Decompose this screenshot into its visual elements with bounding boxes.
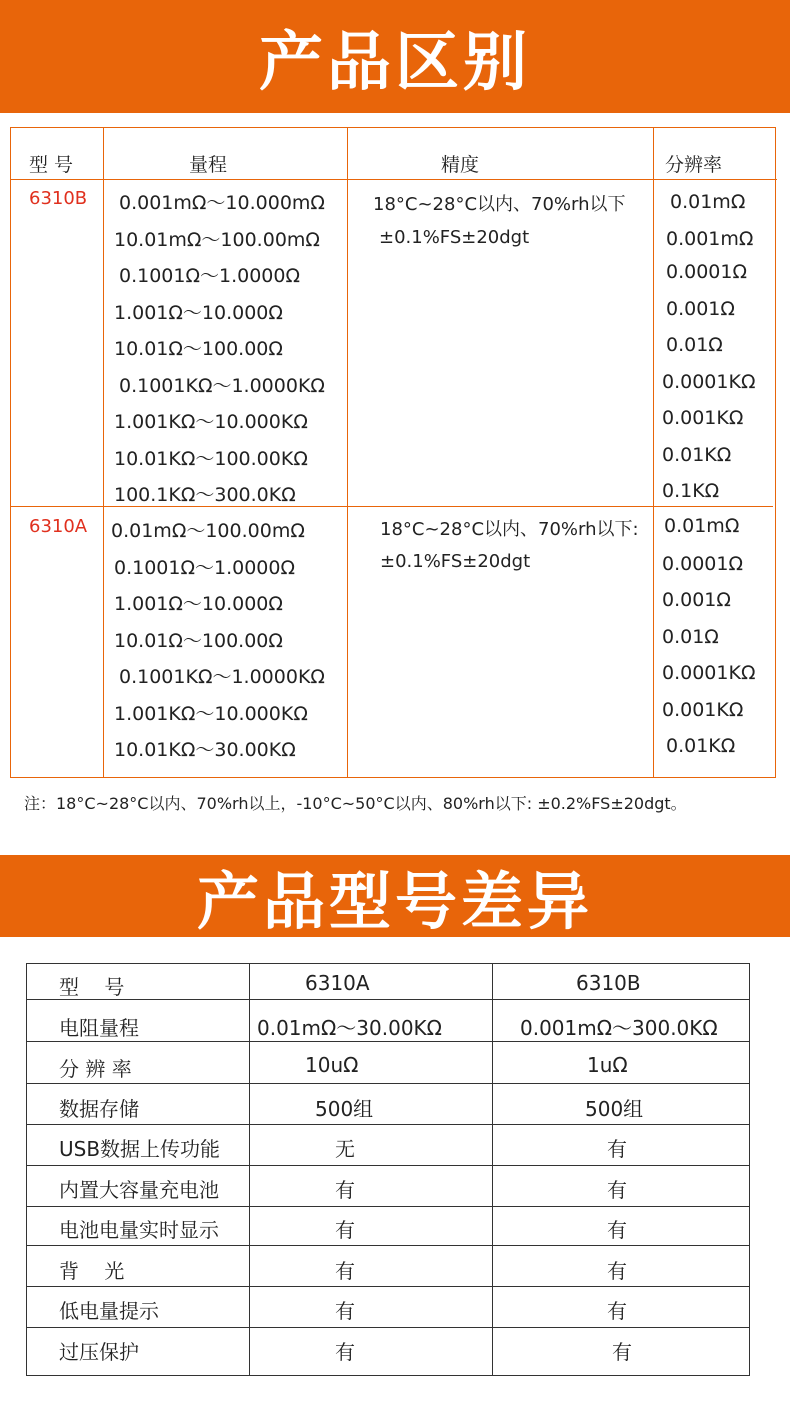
range-value: 10.01KΩ～30.00KΩ — [114, 739, 296, 761]
range-value: 0.1001Ω～1.0000Ω — [119, 265, 301, 287]
cell-6310b: 1uΩ — [587, 1053, 628, 1077]
row-label: 电池电量实时显示 — [59, 1218, 219, 1242]
range-value: 0.1001KΩ～1.0000KΩ — [119, 375, 325, 397]
resolution-value: 0.01KΩ — [662, 444, 732, 466]
accuracy-line: ±0.1%FS±20dgt — [380, 551, 531, 572]
header-resolution: 分辨率 — [665, 154, 723, 176]
row-divider — [27, 1327, 749, 1328]
resolution-value: 0.01mΩ — [664, 515, 740, 537]
cell-6310a: 500组 — [315, 1097, 374, 1121]
column-divider — [249, 964, 250, 1375]
row-label: 数据存储 — [59, 1097, 139, 1121]
range-value: 10.01Ω～100.00Ω — [114, 630, 283, 652]
row-label: 低电量提示 — [59, 1299, 159, 1323]
model-label: 6310A — [29, 516, 88, 537]
resolution-value: 0.01KΩ — [666, 735, 736, 757]
column-divider — [103, 128, 104, 777]
cell-6310a: 有 — [335, 1340, 355, 1364]
model-comparison-table — [26, 963, 750, 1376]
column-divider — [347, 128, 348, 777]
row-divider — [27, 999, 749, 1000]
resolution-value: 0.0001KΩ — [662, 371, 756, 393]
range-spec-table — [10, 127, 776, 778]
resolution-value: 0.001KΩ — [662, 407, 744, 429]
resolution-value: 0.01Ω — [662, 626, 719, 648]
row-label: 背 光 — [59, 1259, 125, 1283]
row-divider — [27, 1245, 749, 1246]
cell-6310b: 有 — [607, 1299, 627, 1323]
row-label: USB数据上传功能 — [59, 1137, 221, 1161]
range-value: 1.001KΩ～10.000KΩ — [114, 411, 308, 433]
resolution-value: 0.001Ω — [666, 298, 735, 320]
range-value: 1.001Ω～10.000Ω — [114, 302, 283, 324]
range-value: 0.001mΩ～10.000mΩ — [119, 192, 325, 214]
cell-6310b: 有 — [607, 1178, 627, 1202]
resolution-value: 0.001Ω — [662, 589, 731, 611]
cell-6310a: 有 — [335, 1259, 355, 1283]
resolution-value: 0.0001Ω — [662, 553, 744, 575]
header-model: 型 号 — [29, 154, 74, 176]
row-label: 内置大容量充电池 — [59, 1178, 219, 1202]
cell-6310b: 有 — [607, 1137, 627, 1161]
footnote: 注：18°C~28°C以内、70%rh以上，-10°C~50°C以内、80%rh以下: ±0.2%FS±20dgt。 — [24, 794, 687, 813]
header-divider — [11, 179, 777, 180]
resolution-value: 0.001mΩ — [666, 228, 754, 250]
header-accuracy: 精度 — [441, 154, 480, 176]
cell-6310a: 有 — [335, 1299, 355, 1323]
range-value: 100.1KΩ～300.0KΩ — [114, 484, 296, 506]
row-label: 型 号 — [59, 975, 125, 999]
range-value: 1.001KΩ～10.000KΩ — [114, 703, 308, 725]
cell-6310a: 无 — [335, 1137, 355, 1161]
cell-6310b: 有 — [607, 1259, 627, 1283]
resolution-value: 0.01Ω — [666, 334, 723, 356]
cell-6310b: 有 — [607, 1218, 627, 1242]
row-label: 过压保护 — [59, 1340, 139, 1364]
cell-6310a: 有 — [335, 1178, 355, 1202]
cell-6310a: 10uΩ — [305, 1053, 359, 1077]
range-value: 0.01mΩ～100.00mΩ — [111, 520, 305, 542]
cell-6310b: 有 — [612, 1340, 632, 1364]
range-value: 1.001Ω～10.000Ω — [114, 593, 283, 615]
column-divider — [492, 964, 493, 1375]
cell-6310b: 0.001mΩ～300.0KΩ — [520, 1016, 718, 1040]
row-divider — [27, 1286, 749, 1287]
range-value: 10.01KΩ～100.00KΩ — [114, 448, 308, 470]
cell-6310a: 有 — [335, 1218, 355, 1242]
range-value: 0.1001KΩ～1.0000KΩ — [119, 666, 325, 688]
header-range: 量程 — [189, 154, 228, 176]
column-divider — [653, 128, 654, 777]
range-value: 10.01mΩ～100.00mΩ — [114, 229, 320, 251]
accuracy-line: 18°C~28°C以内、70%rh以下 — [373, 194, 626, 215]
cell-6310b: 6310B — [576, 971, 641, 995]
resolution-value: 0.001KΩ — [662, 699, 744, 721]
row-divider — [27, 1165, 749, 1166]
resolution-value: 0.0001Ω — [666, 261, 748, 283]
row-divider — [27, 1124, 749, 1125]
resolution-value: 0.01mΩ — [670, 191, 746, 213]
range-value: 10.01Ω～100.00Ω — [114, 338, 283, 360]
accuracy-line: ±0.1%FS±20dgt — [379, 227, 530, 248]
section-banner-product-difference: 产品区别 — [0, 0, 790, 113]
accuracy-line: 18°C~28°C以内、70%rh以下: — [380, 519, 639, 540]
cell-6310b: 500组 — [585, 1097, 644, 1121]
row-divider — [27, 1083, 749, 1084]
row-divider — [27, 1206, 749, 1207]
resolution-value: 0.1KΩ — [662, 480, 720, 502]
section-banner-model-difference: 产品型号差异 — [0, 855, 790, 937]
row-label: 电阻量程 — [59, 1016, 139, 1040]
range-value: 0.1001Ω～1.0000Ω — [114, 557, 296, 579]
cell-6310a: 0.01mΩ～30.00KΩ — [257, 1016, 442, 1040]
cell-6310a: 6310A — [305, 971, 370, 995]
model-label: 6310B — [29, 188, 88, 209]
resolution-value: 0.0001KΩ — [662, 662, 756, 684]
row-divider — [27, 1041, 749, 1042]
row-label: 分 辨 率 — [59, 1057, 132, 1081]
